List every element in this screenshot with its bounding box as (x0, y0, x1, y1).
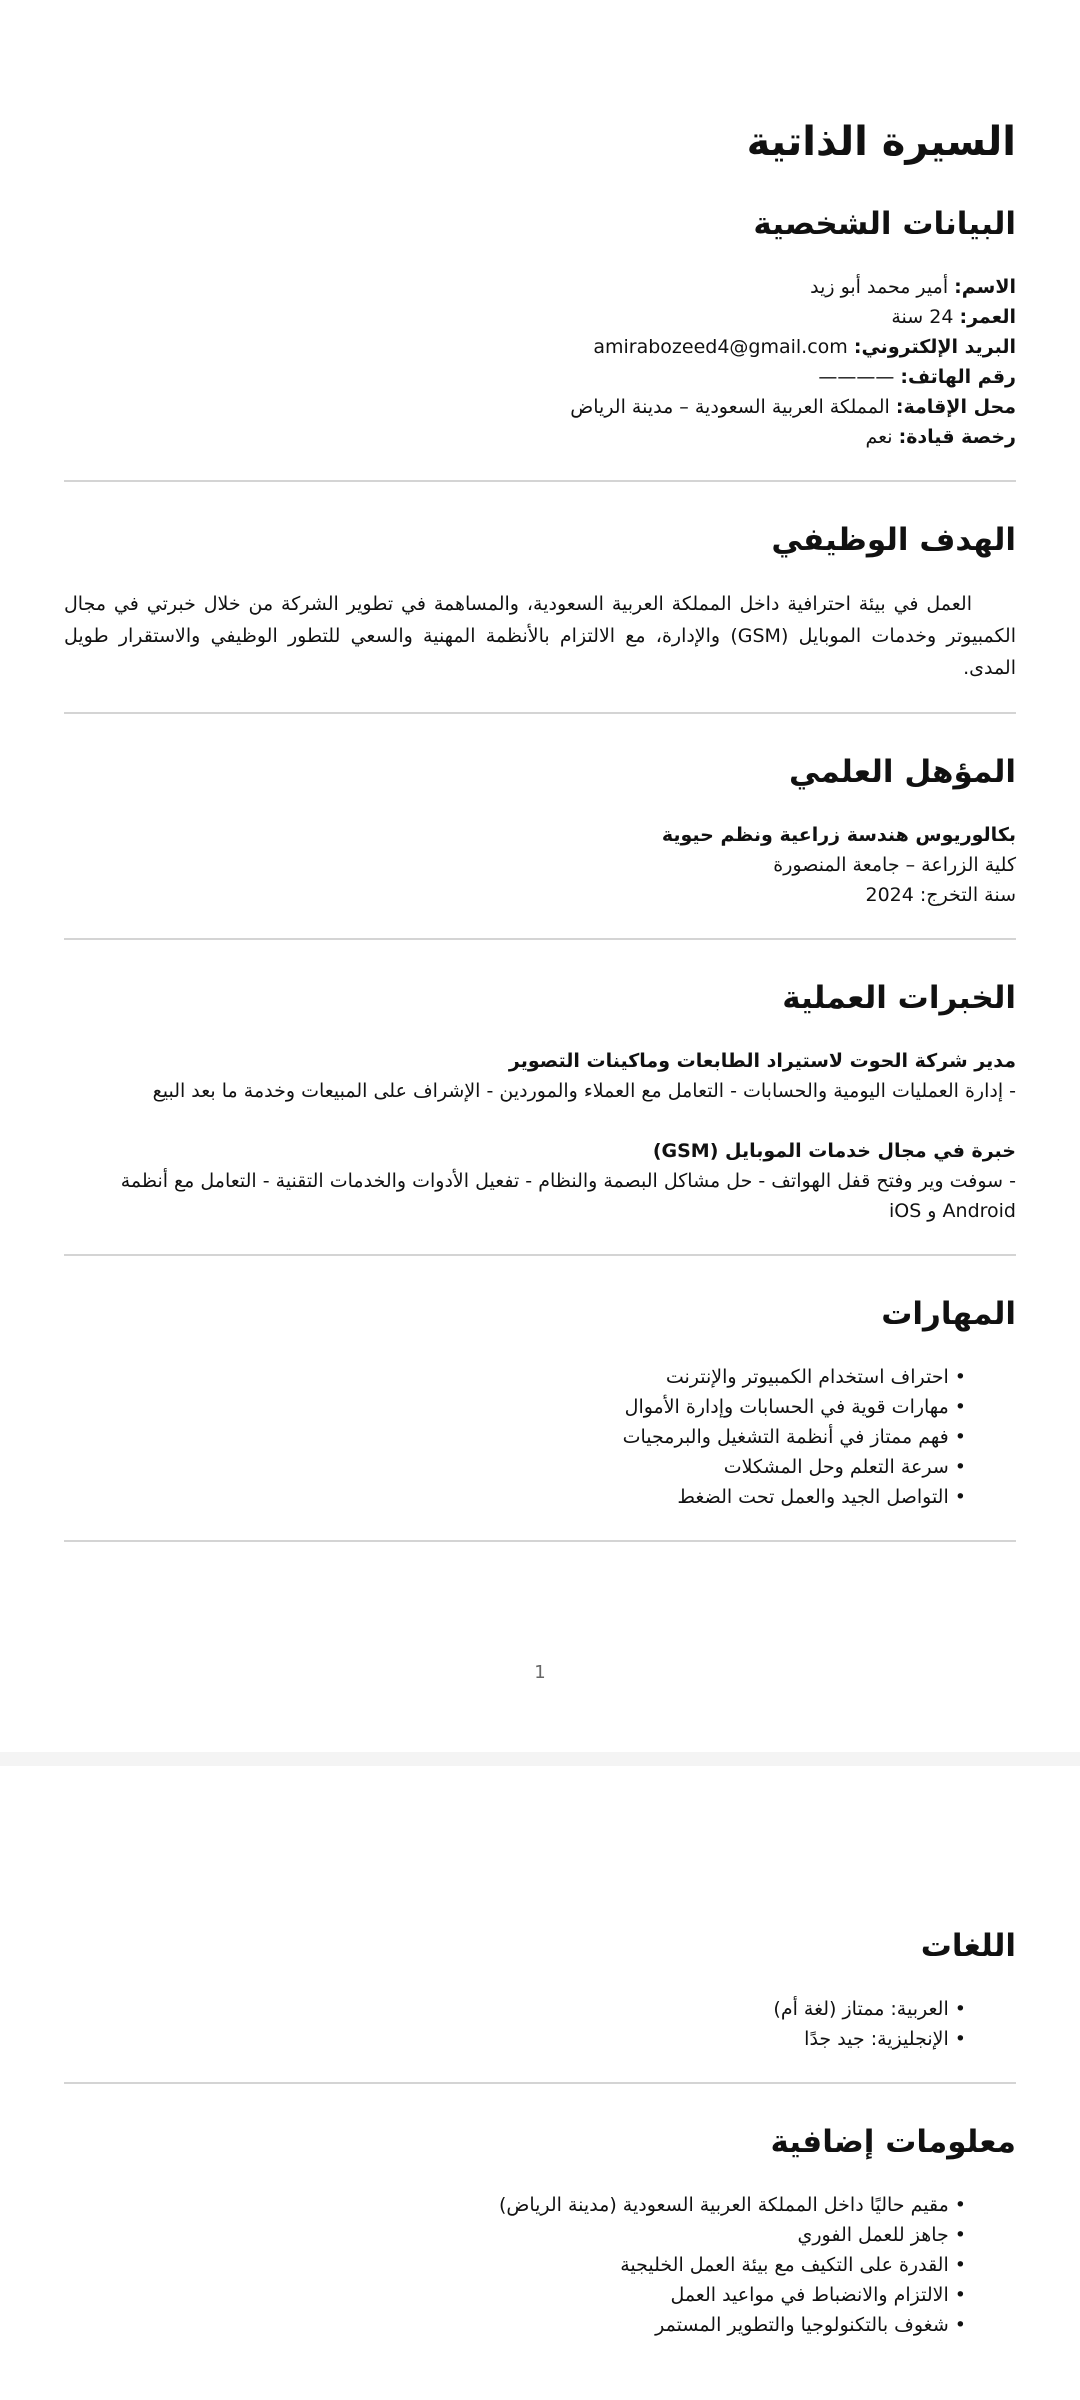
skill-item: • احتراف استخدام الكمبيوتر والإنترنت (64, 1362, 966, 1392)
email-value[interactable]: amirabozeed4@gmail.com (593, 336, 848, 358)
license-label: رخصة قيادة: (898, 426, 1016, 448)
section-divider (64, 1254, 1016, 1256)
languages-list (64, 1994, 1016, 2054)
additional-info-section (64, 2120, 1016, 2340)
skill-item: • سرعة التعلم وحل المشكلات (64, 1452, 966, 1482)
document-title: السيرة الذاتية (746, 119, 1016, 165)
languages-heading: اللغات (920, 1928, 1016, 1964)
personal-info-section (64, 202, 1016, 452)
language-item: • الإنجليزية: جيد جدًا (64, 2024, 966, 2054)
section-divider (64, 480, 1016, 482)
additional-info-item: • جاهز للعمل الفوري (64, 2220, 966, 2250)
languages-section (64, 1924, 1016, 2054)
experience-item-details: - إدارة العمليات اليومية والحسابات - التعامل مع العملاء والموردين - الإشراف على المبيعات وخدمة ما بعد البيع (152, 1080, 1016, 1102)
name-row (64, 272, 1016, 302)
experience-item-title: مدير شركة الحوت لاستيراد الطابعات وماكينات التصوير (508, 1050, 1016, 1072)
objective-section (64, 518, 1016, 684)
skill-item: • مهارات قوية في الحسابات وإدارة الأموال (64, 1392, 966, 1422)
skill-item: • فهم ممتاز في أنظمة التشغيل والبرمجيات (64, 1422, 966, 1452)
objective-heading: الهدف الوظيفي (771, 522, 1016, 558)
section-divider (64, 1540, 1016, 1542)
skills-section (64, 1292, 1016, 1512)
personal-info-heading: البيانات الشخصية (753, 206, 1016, 242)
education-section (64, 750, 1016, 910)
skill-item: • التواصل الجيد والعمل تحت الضغط (64, 1482, 966, 1512)
age-row (64, 302, 1016, 332)
age-label: العمر: (959, 306, 1016, 328)
experience-section (64, 976, 1016, 1226)
experience-item-details: - سوفت وير وفتح قفل الهواتف - حل مشاكل البصمة والنظام - تفعيل الأدوات والخدمات التقنية - التعامل مع أنظمة Android و iOS (120, 1170, 1016, 1222)
name-value: أمير محمد أبو زيد (810, 276, 949, 298)
education-heading: المؤهل العلمي (788, 754, 1016, 790)
age-value: 24 سنة (891, 306, 954, 328)
email-row (64, 332, 1016, 362)
residence-label: محل الإقامة: (895, 396, 1016, 418)
phone-label: رقم الهاتف: (900, 366, 1016, 388)
phone-row (64, 362, 1016, 392)
additional-info-heading: معلومات إضافية (770, 2124, 1016, 2160)
name-label: الاسم: (954, 276, 1016, 298)
phone-value: ———— (818, 366, 895, 388)
college-name: كلية الزراعة – جامعة المنصورة (773, 854, 1016, 876)
degree-title: بكالوريوس هندسة زراعية ونظم حيوية (661, 824, 1016, 846)
section-divider (64, 712, 1016, 714)
experience-heading: الخبرات العملية (782, 980, 1016, 1016)
page-content (64, 112, 1016, 1578)
additional-info-item: • القدرة على التكيف مع بيئة العمل الخليجية (64, 2250, 966, 2280)
section-divider (64, 2082, 1016, 2084)
page-content (64, 1924, 1016, 2340)
skills-heading: المهارات (881, 1296, 1016, 1332)
residence-row (64, 392, 1016, 422)
additional-info-item: • شغوف بالتكنولوجيا والتطوير المستمر (64, 2310, 966, 2340)
license-row (64, 422, 1016, 452)
section-divider (64, 938, 1016, 940)
email-label: البريد الإلكتروني: (853, 336, 1016, 358)
graduation-year: سنة التخرج: 2024 (865, 884, 1016, 906)
license-value: نعم (865, 426, 893, 448)
objective-text: العمل في بيئة احترافية داخل المملكة العربية السعودية، والمساهمة في تطوير الشركة من خلال خبرتي في مجال الكمبيوتر وخدمات الموبايل (GSM) والإدارة، مع الالتزام بالأنظمة المهنية والسعي للتطور الوظيفي والاستقرار طويل المدى. (64, 593, 1017, 679)
document-page-2 (0, 1766, 1080, 2400)
language-item: • العربية: ممتاز (لغة أم) (64, 1994, 966, 2024)
residence-value: المملكة العربية السعودية – مدينة الرياض (570, 396, 890, 418)
additional-info-item: • الالتزام والانضباط في مواعيد العمل (64, 2280, 966, 2310)
additional-info-item: • مقيم حاليًا داخل المملكة العربية السعودية (مدينة الرياض) (64, 2190, 966, 2220)
experience-item-title: خبرة في مجال خدمات الموبايل (GSM) (652, 1140, 1016, 1162)
additional-info-list (64, 2190, 1016, 2340)
page-number: 1 (534, 1662, 546, 1683)
skills-list (64, 1362, 1016, 1512)
